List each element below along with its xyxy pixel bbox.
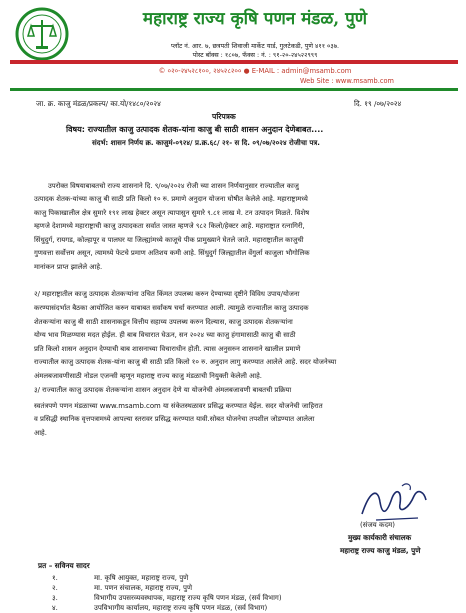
body-line: अंमलबजावणीसाठी नोडल एजन्सी म्हणून महाराष्ट्र राज्य काजु मंडळाची नियुक्ती केलेली आहे. — [34, 372, 262, 380]
body-line: सिंधुदुर्ग, रायगड, कोल्हापूर व पालघर या जिल्ह्यांमध्ये काजूचे पीक प्रामुख्याने घेतले जाते. महाराष्ट्रातील काजुची — [34, 236, 304, 244]
letter-date: दि. १९ /०७/२०२४ — [354, 99, 402, 108]
body-line: शेतकऱ्यांना काजु बी साठी शासनाकडून वित्तीय सहाय्य उपलब्ध करुन दिल्यास, काजु उत्पादक शेतकऱ्यांना — [34, 318, 293, 326]
header-divider-red — [10, 60, 458, 64]
document-heading: परिपत्रक — [212, 112, 236, 121]
copy-item-text: मा. पणन संचालक, महाराष्ट्र राज्य, पुणे — [94, 584, 193, 592]
signatory-name: (संजय कदम) — [360, 521, 395, 529]
body-line: उत्पादक शेतक-यांच्या काजु बी साठी प्रति किलो १० रु. प्रमाणे अनुदान योजना घोषीत केलेले आहे. महाराष्ट्रामध्ये — [34, 195, 308, 203]
body-line: आहे. — [34, 429, 47, 437]
copy-to-heading: प्रत – सविनय सादर — [38, 561, 90, 570]
msamb-logo-icon — [14, 6, 70, 62]
reference-line: संदर्भ: शासन निर्णय क्र. काजुमं-०९२४/ प्र.क्र.६८/ २१- स दि. ०९/०७/२०२४ रोजीचा पत्र. — [92, 139, 320, 147]
copy-item-text: मा. कृषि आयुक्त, महाराष्ट्र राज्य, पुणे — [94, 574, 189, 582]
body-line: प्रति किलो शासन अनुदान देण्याची बाब शासनाच्या विचाराधीन होती. त्यास अनुसरुन शासनाने खालील प्रमाणे — [34, 345, 301, 353]
body-line: राज्यातील काजु उत्पादक शेतक-यांना काजु बी साठी प्रति किलो १० रु. अनुदान लागु करण्यात आलेले आहे. सदर योजनेच्या — [34, 358, 337, 366]
body-line: करण्यासंदर्भात बैठका आयोजित करुन याबाबत सर्वांकष चर्चा करण्यात आली. त्यामुळे राज्यातील काजु उत्पादक — [34, 304, 309, 312]
org-website: Web Site : www.msamb.com — [300, 77, 394, 85]
subject-line: विषय: राज्यातील काजु उत्पादक शेतक-यांना काजु बी साठी शासन अनुदान देणेबाबत.... — [66, 125, 324, 134]
body-line: म्हणजे देशामध्ये महाराष्ट्राची काजु उत्पादकता सर्वात जास्त म्हणजे ९८२ किलो/हेक्टर आहे. महाराष्ट्रात रत्नागिरी, — [34, 222, 305, 230]
reference-number: जा. क्र. काजु मंडळ/प्रकल्प/ का.यो/१४८०/२०२४ — [36, 99, 161, 108]
body-line: योग्य भाव मिळण्यास मदत होईल. ही बाब विचारात घेऊन, सन २०२४ च्या काजु हंगामासाठी काजु बी साठी — [34, 331, 296, 339]
copy-item-text: विभागीय उपसरव्यवस्थापक, महाराष्ट्र राज्य कृषि पणन मंडळ, (सर्व विभाग) — [94, 594, 282, 602]
body-line: ३/ राज्यातील काजु उत्पादक शेतकऱ्यांना शासन अनुदान देणे या योजनेची अंमलबजावणी बाबतची प्रक्रिया — [34, 386, 292, 394]
org-postbox: पोस्ट बॉक्स : १८०७, फॅक्स : नं. : ९१-२०-२४५२२९९९ — [192, 51, 318, 59]
body-line: मानांकन प्राप्त झालेले आहे. — [34, 263, 103, 271]
signatory-organization: महाराष्ट्र राज्य काजु मंडळ, पुणे — [340, 546, 421, 555]
org-address: प्लॉट नं. आर. ७, छत्रपती शिवाजी मार्केट यार्ड, गुलटेकडी, पुणे ४११ ०३७. — [170, 42, 340, 50]
org-contact: © ०२०-२४५२८१००, २४५२८२०० ● E-MAIL : admin@msamb.com — [158, 67, 352, 75]
org-title: महाराष्ट्र राज्य कृषि पणन मंडळ, पुणे — [142, 9, 368, 29]
copy-item-number: ३. — [52, 594, 58, 602]
body-line: २/ महाराष्ट्रातील काजु उत्पादक शेतकऱ्यांना उचित किंमत उपलब्ध करुन देण्याच्या दृष्टीने विविध उपाय/योजना — [34, 290, 300, 298]
copy-item-number: १. — [52, 574, 58, 582]
signatory-designation: मुख्य कार्यकारी संचालक — [348, 533, 412, 542]
body-line: काजु पिकाखालील क्षेत्र सुमारे १९१ लाख हेक्टर असून त्यापासुन सुमारे ९.८१ लाख मे. टन उत्पादन मिळते. विशेष — [34, 209, 310, 217]
body-line: स्वतंत्रपणे पणन मंडळाच्या www.msamb.com या संकेतस्थळावर प्रसिद्ध करण्यात येईल. सदर योजनेची जाहिरात — [34, 402, 323, 410]
header-divider-green — [10, 88, 458, 91]
copy-item-number: ४. — [52, 604, 58, 612]
copy-item-number: २. — [52, 584, 58, 592]
body-line: गुणवत्ता सर्वोत्तम असून, त्यामध्ये फेटचे प्रमाण अतिशय कमी आहे. सिंधुदुर्ग जिल्ह्यातील वेंगुर्ला काजुला भौगोलिक — [34, 249, 310, 257]
body-line: व प्रसिद्धी स्थानिक वृत्तपत्रामध्ये आपल्या स्तरावर प्रसिद्ध करण्यात यावी.सोबत योजनेचा तपशील जोडण्यात आलेला — [34, 415, 315, 423]
body-line: उपरोक्त विषयाबाबतचो राज्य शासनाने दि. ९/०७/२०२४ रोजी च्या शासन निर्णयानुसार राज्यातील काजु — [48, 182, 299, 190]
copy-item-text: उपविभागीय कार्यालय, महाराष्ट्र राज्य कृषि पणन मंडळ, (सर्व विभाग) — [94, 604, 268, 612]
